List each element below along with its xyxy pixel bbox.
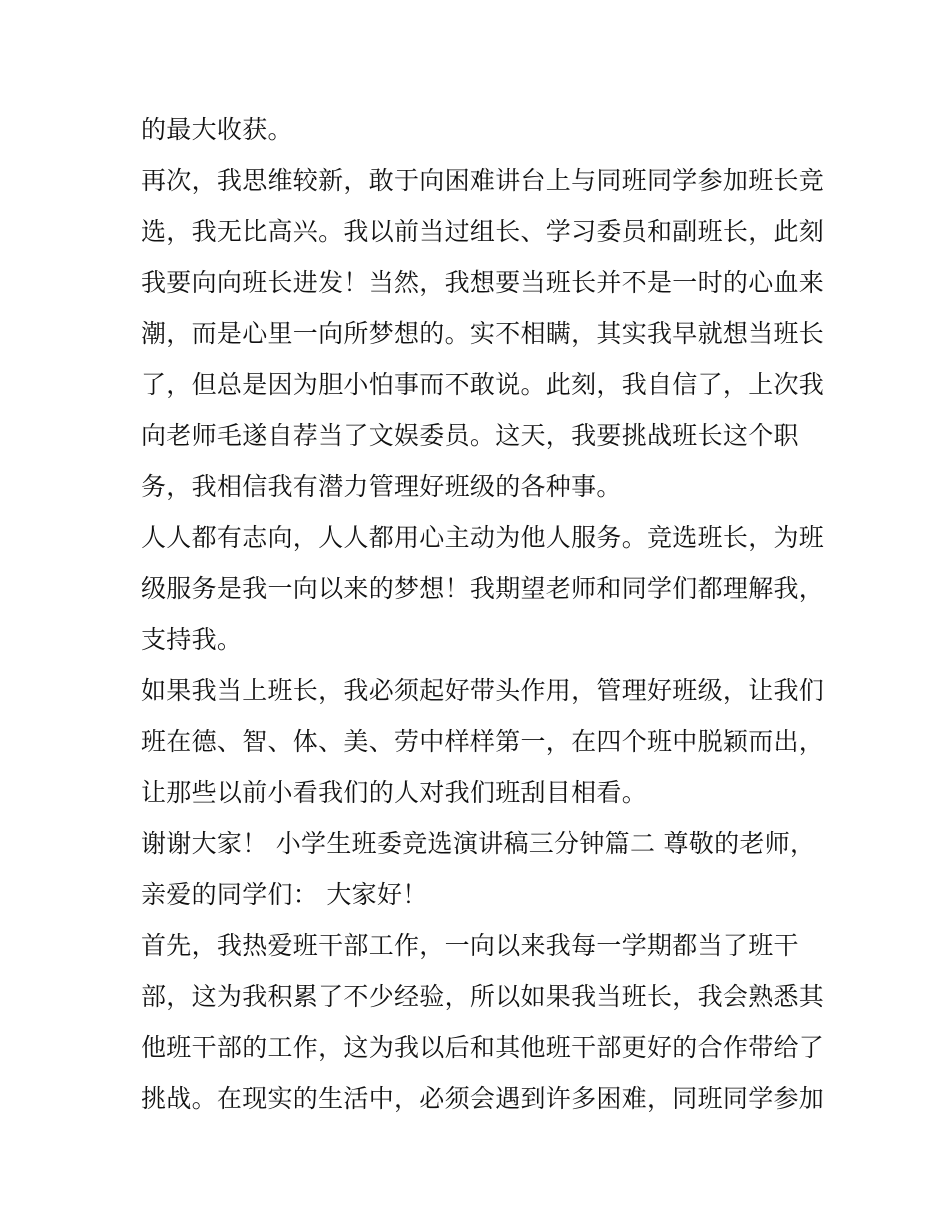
text-line: 班在德、智、体、美、劳中样样第一，在四个班中脱颖而出， <box>141 727 825 756</box>
text-line: 谢谢大家！ 小学生班委竞选演讲稿三分钟篇二 尊敬的老师， <box>141 829 816 858</box>
text-line: 让那些以前小看我们的人对我们班刮目相看。 <box>141 778 648 807</box>
text-line: 支持我。 <box>141 625 243 654</box>
text-line: 务，我相信我有潜力管理好班级的各种事。 <box>141 472 622 501</box>
text-line: 再次，我思维较新，敢于向困难讲台上与同班同学参加班长竞 <box>141 166 825 195</box>
text-line: 潮，而是心里一向所梦想的。实不相瞒，其实我早就想当班长 <box>141 319 825 348</box>
text-line: 人人都有志向，人人都用心主动为他人服务。竞选班长，为班 <box>141 523 825 552</box>
text-line: 他班干部的工作，这为我以后和其他班干部更好的合作带给了 <box>141 1033 825 1062</box>
text-line: 的最大收获。 <box>141 115 293 144</box>
text-line: 级服务是我一向以来的梦想！我期望老师和同学们都理解我， <box>141 574 825 603</box>
text-line: 向老师毛遂自荐当了文娱委员。这天，我要挑战班长这个职 <box>141 421 799 450</box>
text-line: 了，但总是因为胆小怕事而不敢说。此刻，我自信了，上次我 <box>141 370 825 399</box>
text-line: 部，这为我积累了不少经验，所以如果我当班长，我会熟悉其 <box>141 982 825 1011</box>
text-line: 选，我无比高兴。我以前当过组长、学习委员和副班长，此刻 <box>141 217 825 246</box>
text-line: 如果我当上班长，我必须起好带头作用，管理好班级，让我们 <box>141 676 825 705</box>
text-line: 挑战。在现实的生活中，必须会遇到许多困难，同班同学参加 <box>141 1084 825 1113</box>
text-line: 首先，我热爱班干部工作，一向以来我每一学期都当了班干 <box>141 931 799 960</box>
text-line: 亲爱的同学们： 大家好！ <box>141 880 428 909</box>
document-body <box>141 104 825 1124</box>
text-line: 我要向向班长进发！当然，我想要当班长并不是一时的心血来 <box>141 268 825 297</box>
